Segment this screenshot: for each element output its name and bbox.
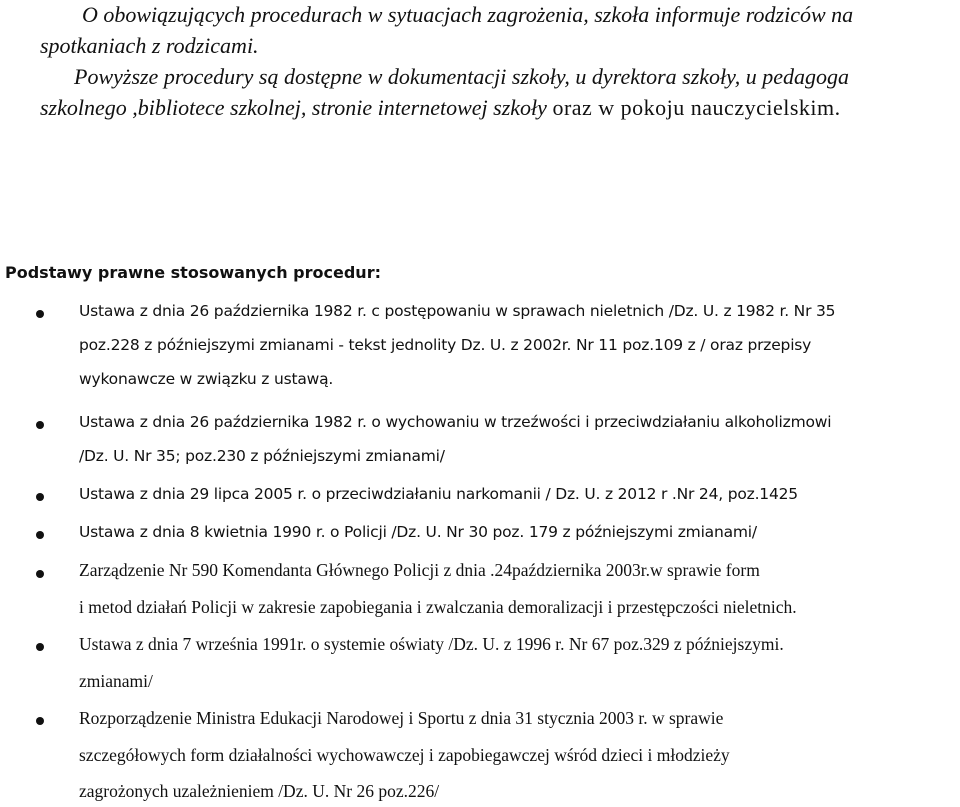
- legal-item-7-line-3: zagrożonych uzależnieniem /Dz. U. Nr 26 poz.226/: [79, 781, 440, 801]
- legal-item-4-line-1: Ustawa z dnia 8 kwietnia 1990 r. o Policji /Dz. U. Nr 30 poz. 179 z późniejszymi zmianami/: [79, 523, 757, 541]
- bullet-icon: [36, 570, 44, 578]
- legal-item-1-line-1: Ustawa z dnia 26 października 1982 r. c postępowaniu w sprawach nieletnich /Dz. U. z 1982 r. Nr 35: [79, 302, 836, 320]
- intro-line-4-italic: szkolnego ,bibliotece szkolnej, stronie internetowej szkoły: [40, 95, 547, 120]
- bullet-icon: [36, 531, 44, 539]
- legal-item-6-line-1: Ustawa z dnia 7 września 1991r. o systemie oświaty /Dz. U. z 1996 r. Nr 67 poz.329 z późniejszymi.: [79, 634, 784, 654]
- legal-item-2-line-1: Ustawa z dnia 26 października 1982 r. o wychowaniu w trzeźwości i przeciwdziałaniu alkoholizmowi: [79, 413, 832, 431]
- bullet-icon: [36, 493, 44, 501]
- legal-item-3-line-1: Ustawa z dnia 29 lipca 2005 r. o przeciwdziałaniu narkomanii / Dz. U. z 2012 r .Nr 24, poz.1425: [79, 485, 798, 503]
- legal-item-6-line-2: zmianami/: [79, 671, 153, 691]
- intro-line-4-normal: oraz w pokoju nauczycielskim.: [552, 95, 841, 120]
- legal-basis-heading: Podstawy prawne stosowanych procedur:: [5, 263, 381, 282]
- legal-item-1-line-3: wykonawcze w związku z ustawą.: [79, 370, 334, 388]
- legal-item-7-line-2: szczegółowych form działalności wychowawczej i zapobiegawczej wśród dzieci i młodzieży: [79, 745, 730, 765]
- bullet-icon: [36, 717, 44, 725]
- intro-line-3: Powyższe procedury są dostępne w dokumentacji szkoły, u dyrektora szkoły, u pedagoga: [74, 64, 849, 89]
- bullet-icon: [36, 643, 44, 651]
- legal-item-2-line-2: /Dz. U. Nr 35; poz.230 z późniejszymi zmianami/: [79, 447, 445, 465]
- intro-line-1: O obowiązujących procedurach w sytuacjach zagrożenia, szkoła informuje rodziców na: [82, 2, 854, 27]
- bullet-icon: [36, 421, 44, 429]
- bullet-icon: [36, 310, 44, 318]
- legal-item-5-line-2: i metod działań Policji w zakresie zapobiegania i zwalczania demoralizacji i przestępczości nieletnich.: [79, 597, 797, 617]
- intro-line-4: [40, 93, 841, 123]
- intro-line-2: spotkaniach z rodzicami.: [40, 33, 259, 58]
- legal-item-1-line-2: poz.228 z późniejszymi zmianami - tekst jednolity Dz. U. z 2002r. Nr 11 poz.109 z / oraz przepisy: [79, 336, 812, 354]
- legal-item-7-line-1: Rozporządzenie Ministra Edukacji Narodowej i Sportu z dnia 31 stycznia 2003 r. w sprawie: [79, 708, 724, 728]
- legal-item-5-line-1: Zarządzenie Nr 590 Komendanta Głównego Policji z dnia .24października 2003r.w sprawie form: [79, 560, 760, 580]
